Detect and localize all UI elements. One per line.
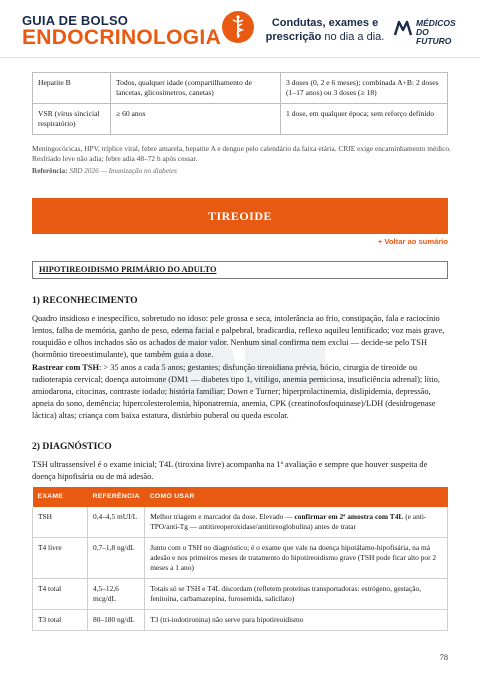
diagnosis-paragraph: TSH ultrassensível é o exame inicial; T4L (tiroxina livre) acompanha na 1ª avaliação e sempre que houver suspeita de doença hipofisária ou de má adesão. — [32, 460, 428, 481]
page-header — [0, 0, 480, 58]
topic-title-box — [32, 261, 448, 279]
brand-title: ENDOCRINOLOGIA — [22, 26, 222, 49]
vaccine-indication: ≥ 60 anos — [111, 104, 281, 135]
screening-label: Rastrear com TSH — [32, 363, 99, 372]
reference-source: SBD 2026 — Imunização no diabetes — [69, 167, 177, 175]
exam-name: T3 total — [33, 610, 88, 631]
screening-paragraph — [32, 362, 452, 422]
exam-name: T4 livre — [33, 538, 88, 579]
partner-mark-icon — [394, 19, 412, 37]
partner-logo — [394, 17, 464, 46]
partner-line-1: MÉDICOS — [416, 18, 456, 28]
brand-subtitle: GUIA DE BOLSO — [22, 13, 129, 28]
back-to-summary-link[interactable]: + Voltar ao sumário — [377, 237, 448, 246]
table-row — [33, 104, 448, 135]
header-tagline — [264, 16, 386, 44]
exam-reference: 0,7–1,8 ng/dL — [88, 538, 145, 579]
usage-emphasis: confirmar em 2ª amostra com T4L — [294, 512, 404, 521]
partner-line-2: DO FUTURO — [416, 27, 452, 46]
vaccine-table — [32, 72, 448, 135]
exam-name: T4 total — [33, 579, 88, 610]
tagline-rest: no dia a dia. — [321, 31, 385, 43]
exam-usage: T3 (tri-iodotironina) não serve para hipotireoidismo — [145, 610, 448, 631]
partner-name — [416, 19, 464, 46]
exam-reference: 80–180 ng/dL — [88, 610, 145, 631]
screening-text: : > 35 anos a cada 5 anos; gestantes; disfunção tireoidiana prévia, bócio, cirurgia de tireoide ou radioterapia cervical; doença autoimune (DM1 — diabetes tipo 1, vitiligo, anemia perniciosa, insuficiência adrenal); lítio, amiodarona, citocinas, contraste iodado; história familiar; Down e Turner; hiperprolactinemia, dislipidemia, depressão, apneia do sono, demência; hipercolesterolemia, hiponatremia, anemia, CPK (creatinofosfoquinase)/LDH (desidrogenase láctica) altas; criança com baixa estatura, distúrbio puberal ou queda escolar. — [32, 363, 440, 420]
reference-line — [32, 167, 177, 175]
vaccine-schedule: 3 doses (0, 2 e 6 meses); combinada A+B: 2 doses (1–17 anos) ou 3 doses (≥ 18) — [281, 73, 448, 104]
page-number: 78 — [439, 653, 448, 662]
reference-label: Referência: — [32, 167, 68, 175]
table-row — [33, 507, 448, 538]
vaccine-name: VSR (vírus sincicial respiratório) — [33, 104, 111, 135]
topic-title: HIPOTIREOIDISMO PRIMÁRIO DO ADULTO — [39, 265, 217, 274]
tagline-bold: Condutas, exames e prescrição — [265, 17, 379, 43]
exam-name: TSH — [33, 507, 88, 538]
exam-reference: 4,5–12,6 mcg/dL — [88, 579, 145, 610]
exam-usage: Totais só se TSH e T4L discordam (refletem proteínas transportadoras: estrógeno, gestação, fenitoína, carbamazepina, furosemida, salicilato) — [145, 579, 448, 610]
table-row — [33, 73, 448, 104]
vaccine-schedule: 1 dose, em qualquer época; sem reforço definido — [281, 104, 448, 135]
vaccine-name: Hepatite B — [33, 73, 111, 104]
recognition-paragraph: Quadro insidioso e inespecífico, sobretudo no idoso: pele grossa e seca, intolerância ao frio, constipação, fala e raciocínio lentos, falha de memória, ganho de peso, edema facial e palpebral, bradicardia, reflexo aquileu lentificado; voz mais grave, rouquidão e olhos inchados são os achados de maior valor. Nenhum sinal confirma nem exclui — decide-se pelo TSH (hormônio tireoestimulante), que também guia a dose. — [32, 314, 445, 359]
vaccine-indication: Todos, qualquer idade (compartilhamento de lancetas, glicosímetros, canetas) — [111, 73, 281, 104]
exam-table — [32, 487, 448, 631]
column-header: REFERÊNCIA — [88, 487, 145, 507]
exam-reference: 0,4–4,5 mUI/L — [88, 507, 145, 538]
exam-usage — [145, 507, 448, 538]
caduceus-logo-icon — [222, 11, 254, 43]
table-row — [33, 579, 448, 610]
column-header: COMO USAR — [145, 487, 448, 507]
table-row — [33, 538, 448, 579]
usage-text: Melhor triagem e marcador da dose. Elevado — — [150, 512, 295, 521]
recognition-heading: 1) RECONHECIMENTO — [32, 295, 138, 306]
vaccine-note: Meningocócicas, HPV, tríplice viral, febre amarela, hepatite A e dengue pelo calendário da faixa etária. CRIE exige encaminhamento médico. Resfriado leve não adia; febre adia 48–72 h após cessar. — [32, 144, 451, 163]
diagnosis-heading: 2) DIAGNÓSTICO — [32, 441, 112, 452]
column-header: EXAME — [33, 487, 88, 507]
usage-text: (e anti-TPO/anti-Tg — antitireoperoxidase/antitireoglobulina) antes de tratar — [150, 512, 427, 531]
table-row — [33, 610, 448, 631]
section-banner: TIREOIDE — [32, 198, 448, 234]
table-header-row — [33, 487, 448, 507]
exam-usage: Junto com o TSH no diagnóstico; é o exame que vale na doença hipotálamo-hipofisária, na má adesão e nos primeiros meses de tratamento do hipotireoidismo grave (TSH pode ficar alto por 2 meses a 1 ano) — [145, 538, 448, 579]
